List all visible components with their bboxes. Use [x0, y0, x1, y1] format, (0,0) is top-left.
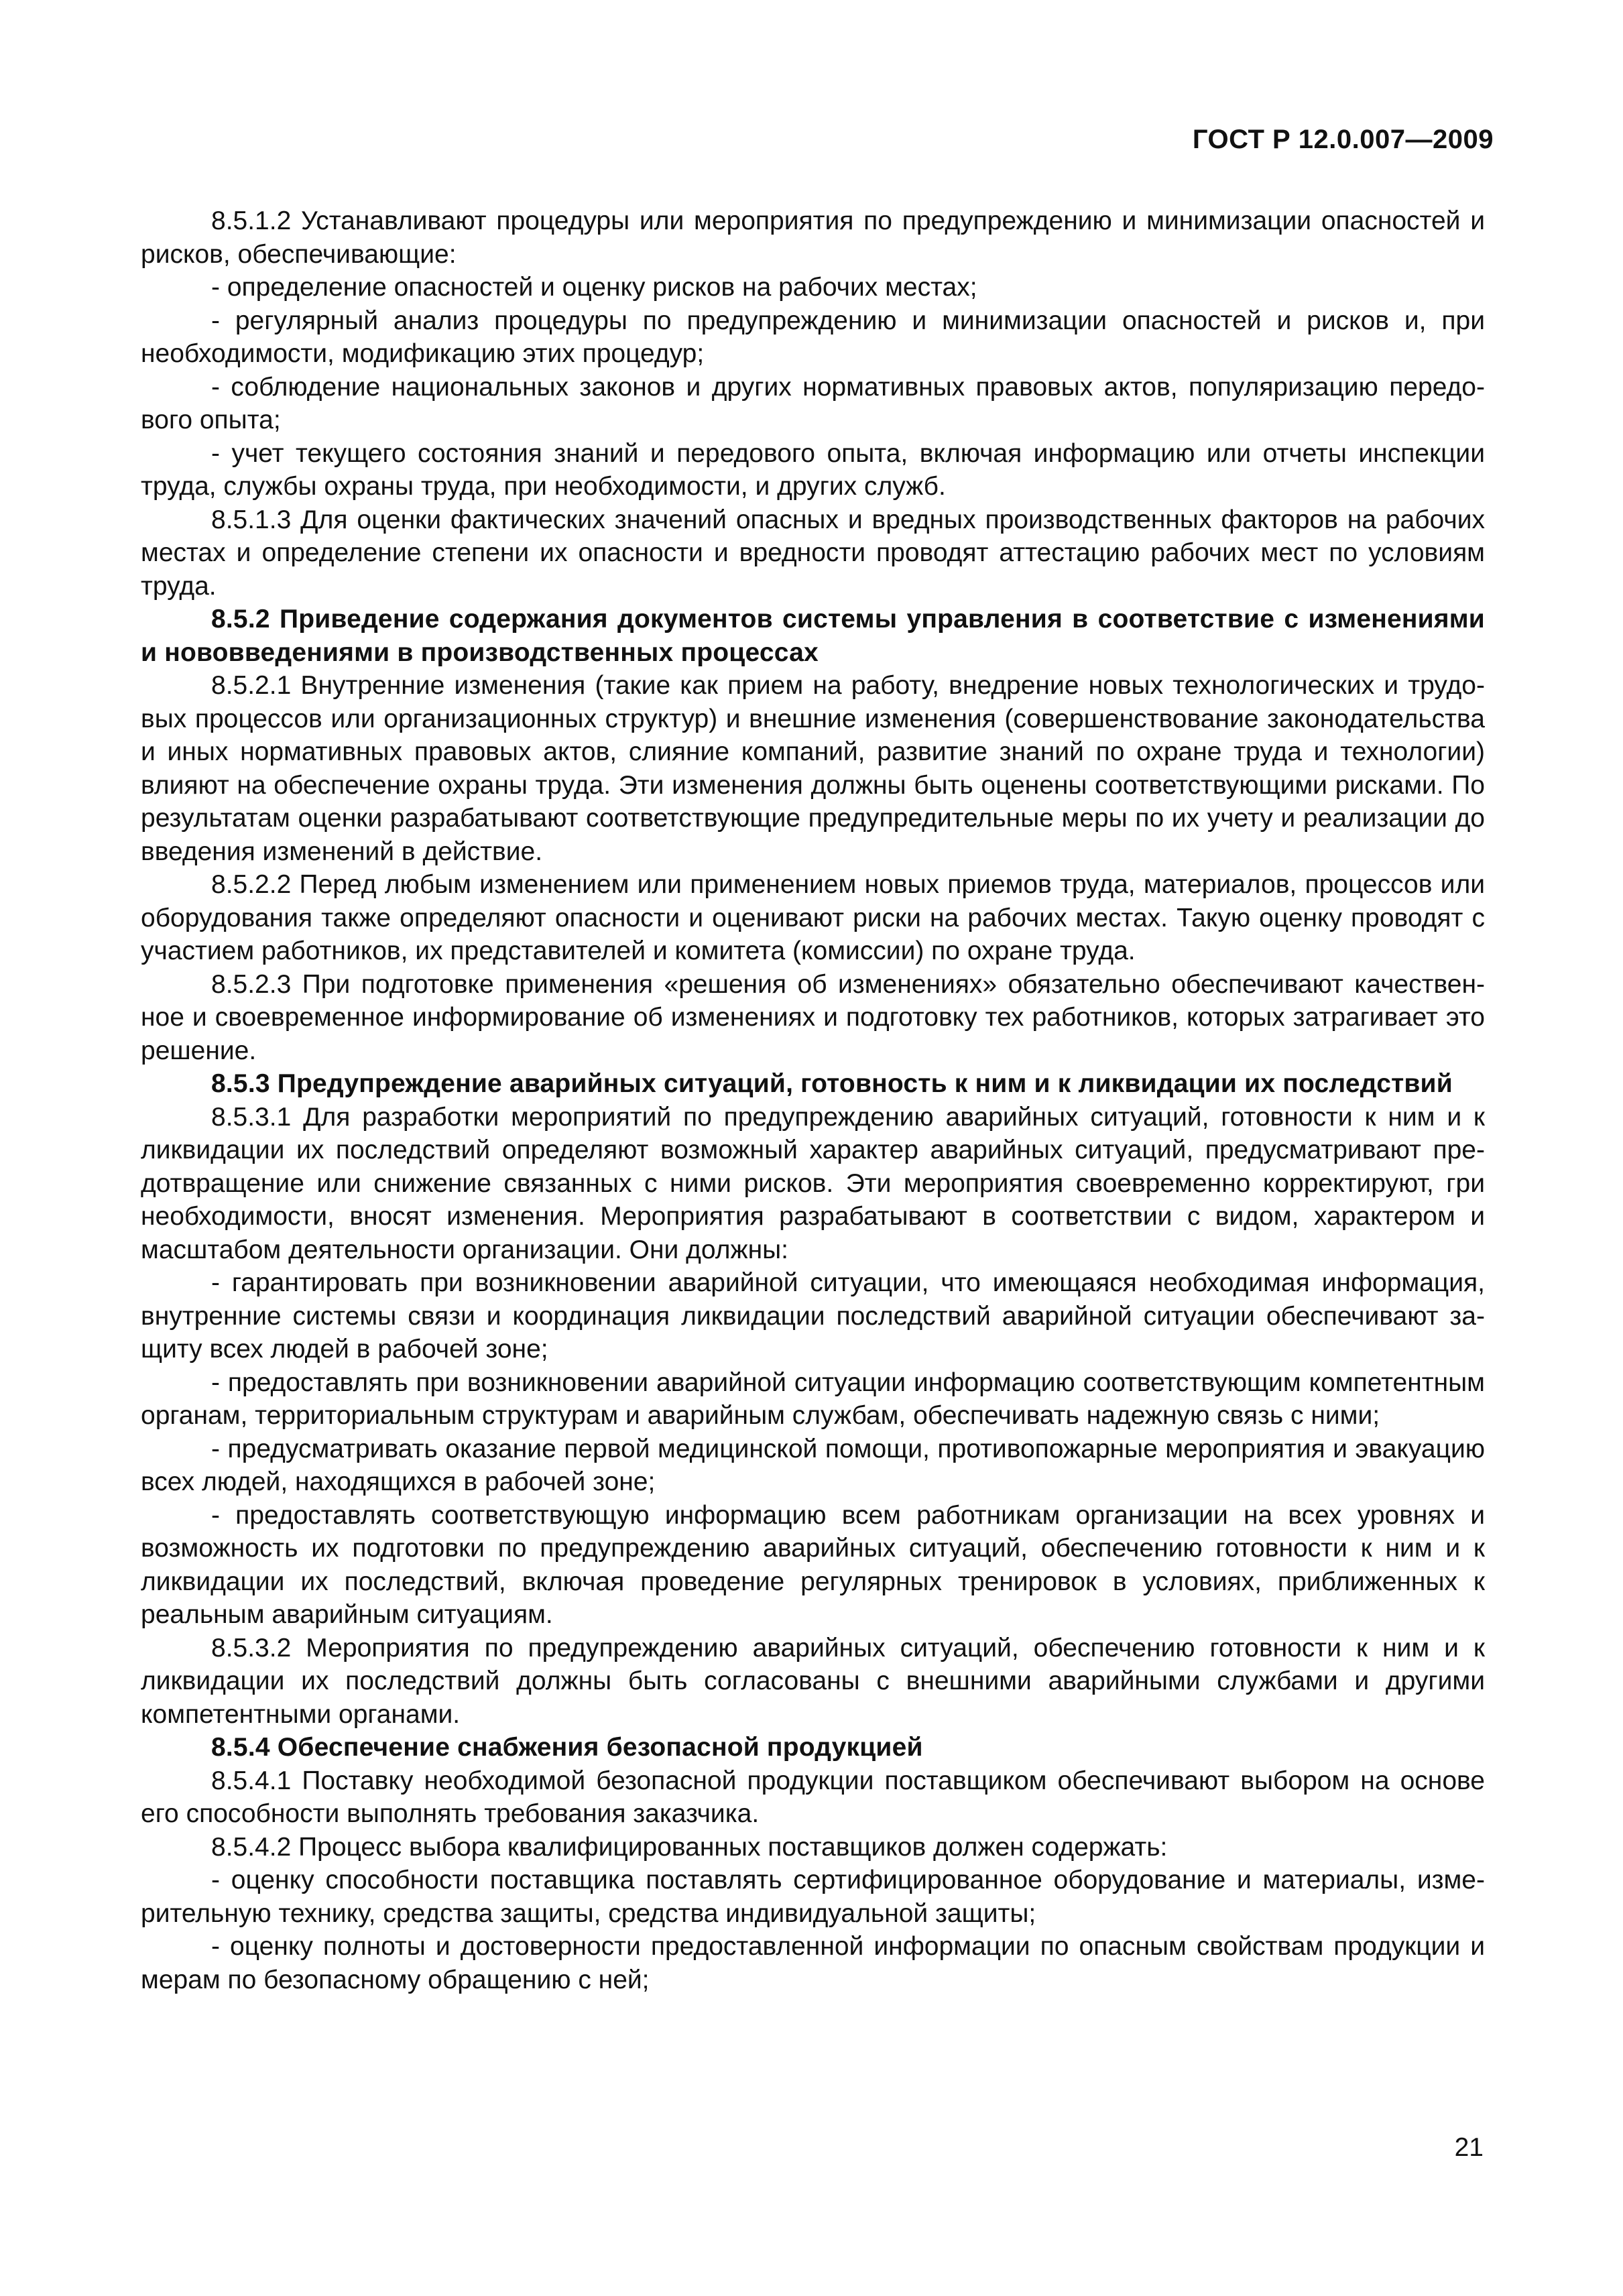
section-heading: 8.5.3 Предупреждение аварийных ситуаций, готовность к ним и к ликвидации их последствий	[211, 1069, 1453, 1098]
paragraph: 8.5.3.2 Мероприятия по предупреждению аварийных ситуаций, обеспечению готовности к ним и к ликвидации их последствий должны быть согласованы с внешними аварийными службами и другими компетентными органами.	[141, 1633, 1485, 1729]
paragraph: - оценку способности поставщика поставлять сертифицированное оборудование и материалы, измерительную технику, средства защиты, средства индивидуальной защиты;	[141, 1866, 1485, 1928]
paragraph: 8.5.1.3 Для оценки фактических значений опасных и вредных производственных факторов на рабочих местах и определение степени их опасности и вредности проводят аттестацию рабочих мест по условиям труда.	[141, 505, 1485, 601]
paragraph: - регулярный анализ процедуры по предупреждению и минимизации опасностей и рисков и, при необходимости, модификацию этих процедур;	[141, 306, 1485, 368]
section-heading: 8.5.4 Обеспечение снабжения безопасной продукцией	[211, 1733, 923, 1762]
paragraph: 8.5.2.2 Перед любым изменением или применением новых приемов труда, материалов, процессов или оборудования также определяют опасности и оценивают риски на рабочих местах. Такую оценку проводят с участием работников, их представителей и комитета (комиссии) по охране труда.	[141, 870, 1485, 965]
paragraph: - предоставлять соответствующую информацию всем работникам организации на всех уровнях и возможность их подготовки по предупреждению аварийных ситуаций, обеспечению готовности к ним и к ликвидации их последствий, включая проведение регулярных тренировок в условиях, приближенных к реальным аварийным ситуациям.	[141, 1500, 1485, 1629]
paragraph: - предусматривать оказание первой медицинской помощи, противопожарные мероприятия и эвакуацию всех людей, находящихся в рабочей зоне;	[141, 1434, 1485, 1496]
standard-designation: ГОСТ Р 12.0.007—2009	[1192, 125, 1494, 154]
paragraph: 8.5.1.2 Устанавливают процедуры или мероприятия по предупреждению и минимизации опасностей и рисков, обеспечивающие:	[141, 206, 1485, 269]
section-heading: 8.5.2 Приведение содержания документов системы управления в соответствие с изменениями и нововведениями в производственных процессах	[141, 605, 1485, 667]
paragraph: - оценку полноты и достоверности предоставленной информации по опасным свойствам продукции и мерам по безопасному обращению с ней;	[141, 1932, 1485, 1994]
paragraph: - соблюдение национальных законов и других нормативных правовых актов, популяризацию передового опыта;	[141, 372, 1485, 434]
paragraph: 8.5.4.2 Процесс выбора квалифицированных поставщиков должен содержать:	[211, 1832, 1168, 1862]
paragraph: 8.5.2.1 Внутренние изменения (такие как прием на работу, внедрение новых технологических и трудовых процессов или организационных структур) и внешние изменения (совершенствование законодательства и иных нормативных правовых актов, слияние компаний, развитие знаний по охране труда и технологии) влияют на обеспечение охраны труда. Эти изменения должны быть оценены соответствующими рисками. По результатам оценки разрабатывают соответствующие предупредительные меры по их учету и реализации до введения изменений в действие.	[141, 671, 1485, 866]
paragraph: - учет текущего состояния знаний и передового опыта, включая информацию или отчеты инспекции труда, службы охраны труда, при необходимости, и других служб.	[141, 438, 1485, 501]
paragraph: 8.5.4.1 Поставку необходимой безопасной продукции поставщиком обеспечивают выбором на основе его способности выполнять требования заказчика.	[141, 1766, 1485, 1828]
paragraph: 8.5.2.3 При подготовке применения «решения об изменениях» обязательно обеспечивают качественное и своевременное информирование об изменениях и подготовку тех работников, которых затрагивает это решение.	[141, 969, 1485, 1065]
paragraph: - гарантировать при возникновении аварийной ситуации, что имеющаяся необходимая информация, внутренние системы связи и координация ликвидации последствий аварийной ситуации обеспечивают защиту всех людей в рабочей зоне;	[141, 1268, 1485, 1364]
paragraph: 8.5.3.1 Для разработки мероприятий по предупреждению аварийных ситуаций, готовности к ним и к ликвидации их последствий определяют возможный характер аварийных ситуаций, предусматривают предотвращение или снижение связанных с ними рисков. Эти мероприятия своевременно корректируют, гри необходимости, вносят изменения. Мероприятия разрабатывают в соответствии с видом, характером и масштабом деятельности организации. Они должны:	[141, 1102, 1485, 1264]
page-number: 21	[1454, 2133, 1484, 2162]
document-body	[141, 204, 1485, 1996]
paragraph: - определение опасностей и оценку рисков на рабочих местах;	[211, 273, 977, 302]
paragraph: - предоставлять при возникновении аварийной ситуации информацию соответствующим компетентным органам, территориальным структурам и аварийным службам, обеспечивать надежную связь с ними;	[141, 1368, 1485, 1430]
